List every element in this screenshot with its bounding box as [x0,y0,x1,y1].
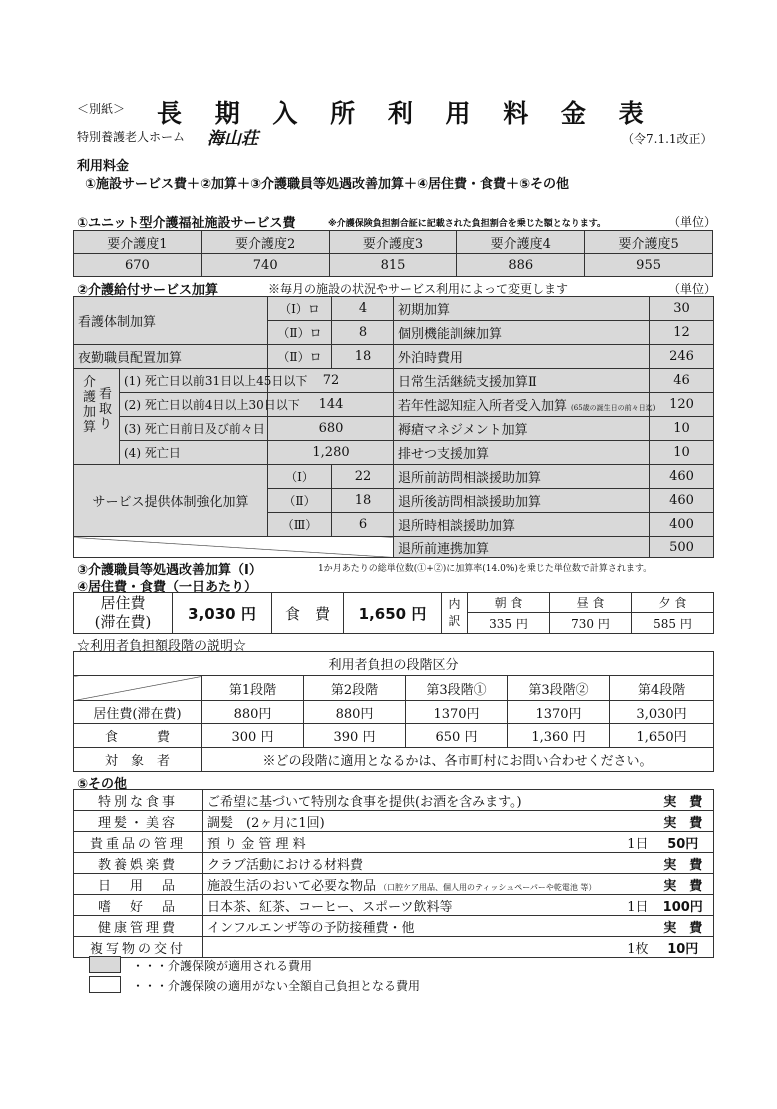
burden-target-label: 対 象 者 [74,748,202,772]
care-level-5-value: 955 [585,254,713,277]
stage-3a-header: 第3段階① [406,676,508,701]
excretion-support-label: 排せつ支援加算 [394,441,650,465]
care-level-4-value: 886 [457,254,585,277]
initial-addition-value: 30 [650,297,714,321]
night-staff-value: 18 [332,345,395,369]
summary-heading: 利用料金 [77,159,130,174]
young-dementia-note: (65歳の誕生日の前々日迄) [571,404,656,412]
end-of-life-1-value: 72 [268,369,395,393]
post-discharge-visit-label: 退所後訪問相談援助加算 [394,489,650,513]
section3-note: 1か月あたりの総単位数(①+②)に加算率(14.0%)を乗じた単位数で計算されます。 [318,564,653,574]
section1-unit: （単位） [668,215,717,229]
end-of-life-3-value: 680 [268,417,395,441]
initial-addition-label: 初期加算 [394,297,650,321]
burden-corner-cell [74,676,202,701]
end-of-life-char-4: 算 [83,420,97,435]
end-of-life-2-label: (2) 死亡日以前4日以上30日以下 [120,393,268,417]
discharge-consult-label: 退所時相談援助加算 [394,513,650,537]
care-level-3-header: 要介護度3 [329,231,457,254]
burden-title: ☆利用者負担額段階の説明☆ [77,639,247,654]
breakfast-label: 朝 食 [468,593,550,613]
end-of-life-4-value: 1,280 [268,441,395,465]
pressure-ulcer-value: 10 [650,417,714,441]
daily-life-support-value: 46 [650,369,714,393]
care-level-1-value: 670 [74,254,202,277]
stage-3a-food: 650 円 [406,724,508,748]
other-7-label: 健康管理費 [74,916,203,937]
young-dementia-cell [394,393,656,417]
stage-2-food: 390 円 [304,724,406,748]
other-8-label: 複写物の交付 [74,937,203,958]
nursing-1-class: （Ⅰ）ロ [268,297,332,321]
other-1-desc: ご希望に基づいて特別な食事を提供(お酒を含みます。) [203,790,613,811]
other-8-desc [203,937,613,958]
stay-label-1: 居住費 [100,594,146,612]
section2-title: ②介護給付サービス加算 [77,283,219,298]
facility-type: 特別養護老人ホーム [77,130,186,144]
stage-1-header: 第1段階 [202,676,304,701]
care-level-table [73,230,713,277]
end-of-life-char-7: り [99,417,113,432]
section2-note: ※毎月の施設の状況やサービス利用によって変更します [268,282,569,296]
stage-1-stay: 880円 [202,701,304,724]
pre-discharge-visit-label: 退所前訪問相談援助加算 [394,465,650,489]
other-4-price: 実 費 [653,853,714,874]
summary-formula: ①施設サービス費＋②加算＋③介護職員等処遇改善加算＋④居住費・食費＋⑤その他 [85,177,570,192]
other-5-sub: （口腔ケア用品、個人用のティッシュペーパーや乾電池 等） [379,882,597,892]
burden-food-label: 食 費 [74,724,202,748]
stage-4-stay: 3,030円 [610,701,714,724]
other-2-label: 理髪・美容 [74,811,203,832]
attachment-label: ＜別紙＞ [77,102,126,116]
section3-title: ③介護職員等処遇改善加算（Ⅰ） [77,563,262,578]
other-fees-table [73,789,714,958]
nursing-2-value: 8 [332,321,395,345]
service-3-value: 6 [332,513,395,537]
other-6-desc: 日本茶、紅茶、コーヒー、スポーツ飲料等 [203,895,613,916]
stage-3b-stay: 1370円 [508,701,610,724]
other-5-price: 実 費 [653,874,714,895]
nursing-2-class: （Ⅱ）ロ [268,321,332,345]
service-1-class: （Ⅰ） [268,465,332,489]
other-5-qty [613,874,653,895]
night-staff-label: 夜勤職員配置加算 [74,345,268,369]
other-1-qty [613,790,653,811]
nursing-addition-label: 看護体制加算 [74,297,268,345]
service-2-class: （Ⅱ） [268,489,332,513]
service-3-class: （Ⅲ） [268,513,332,537]
stay-value: 3,030 円 [173,593,272,634]
excretion-support-value: 10 [650,441,714,465]
other-3-price: 50円 [653,832,714,853]
breakdown-label-1: 内 [448,597,461,611]
pre-discharge-coord-value: 500 [650,537,714,558]
end-of-life-char-3: 加 [83,405,97,420]
stay-label-2: (滞在費) [94,613,152,631]
section1-title: ①ユニット型介護福祉施設サービス費 [77,216,296,231]
legend-self-pay-swatch [89,976,121,993]
other-7-desc: インフルエンザ等の予防接種費・他 [203,916,613,937]
lunch-label: 昼 食 [550,593,632,613]
stage-1-food: 300 円 [202,724,304,748]
end-of-life-1-label: (1) 死亡日以前31日以上45日以下 [120,369,268,393]
end-of-life-char-2: 護 [83,390,97,405]
care-level-2-header: 要介護度2 [201,231,329,254]
function-training-value: 12 [650,321,714,345]
end-of-life-char-6: 取 [99,402,113,417]
other-2-qty [613,811,653,832]
burden-stay-label: 居住費(滞在費) [74,701,202,724]
dinner-value: 585 円 [632,613,714,634]
other-6-price: 100円 [653,895,714,916]
stay-food-table [73,592,714,634]
care-level-5-header: 要介護度5 [585,231,713,254]
care-level-2-value: 740 [201,254,329,277]
night-staff-class: （Ⅱ）ロ [268,345,332,369]
care-level-3-value: 815 [329,254,457,277]
other-8-qty: 1枚 [613,937,653,958]
burden-stage-table [73,651,714,772]
service-system-label: サービス提供体制強化加算 [74,465,268,537]
care-level-1-header: 要介護度1 [74,231,202,254]
end-of-life-label [74,369,120,465]
revision-date: （令7.1.1改正） [622,132,713,146]
service-2-value: 18 [332,489,395,513]
other-4-label: 教養娯楽費 [74,853,203,874]
other-4-desc: クラブ活動における材料費 [203,853,613,874]
other-1-label: 特別な食事 [74,790,203,811]
section2-unit: （単位） [668,282,717,296]
stage-2-header: 第2段階 [304,676,406,701]
other-4-qty [613,853,653,874]
other-8-price: 10円 [653,937,714,958]
end-of-life-4-label: (4) 死亡日 [120,441,268,465]
stage-3b-food: 1,360 円 [508,724,610,748]
other-5-desc-cell [203,874,613,895]
function-training-label: 個別機能訓練加算 [394,321,650,345]
burden-header: 利用者負担の段階区分 [74,652,714,676]
section5-title: ⑤その他 [77,777,128,792]
additions-right-table [393,296,714,558]
additions-left-table [73,296,395,558]
end-of-life-2-value: 144 [268,393,395,417]
stage-4-food: 1,650円 [610,724,714,748]
end-of-life-char-1: 介 [83,375,97,390]
lunch-value: 730 円 [550,613,632,634]
young-dementia-label: 若年性認知症入所者受入加算 [398,399,568,414]
other-5-desc: 施設生活のおいて必要な物品 [207,878,377,894]
breakfast-value: 335 円 [468,613,550,634]
stay-label [74,593,173,634]
pre-discharge-coord-label: 退所前連携加算 [394,537,650,558]
other-3-qty: 1日 [613,832,653,853]
empty-diagonal-cell [74,537,395,558]
legend-insured-swatch [89,956,121,973]
stage-3a-stay: 1370円 [406,701,508,724]
end-of-life-3-label: (3) 死亡日前日及び前々日 [120,417,268,441]
dinner-label: 夕 食 [632,593,714,613]
pre-discharge-visit-value: 460 [650,465,714,489]
overnight-fee-value: 246 [650,345,714,369]
stage-3b-header: 第3段階② [508,676,610,701]
pressure-ulcer-label: 褥瘡マネジメント加算 [394,417,650,441]
other-6-label: 嗜 好 品 [74,895,203,916]
section4-title: ④居住費・食費（一日あたり） [77,580,258,595]
facility-name: 海山荘 [207,129,258,149]
nursing-1-value: 4 [332,297,395,321]
care-level-4-header: 要介護度4 [457,231,585,254]
overnight-fee-label: 外泊時費用 [394,345,650,369]
young-dementia-value: 120 [650,393,714,417]
other-7-qty [613,916,653,937]
other-2-price: 実 費 [653,811,714,832]
other-7-price: 実 費 [653,916,714,937]
food-value: 1,650 円 [344,593,442,634]
other-5-label: 日 用 品 [74,874,203,895]
discharge-consult-value: 400 [650,513,714,537]
service-1-value: 22 [332,465,395,489]
other-1-price: 実 費 [653,790,714,811]
other-6-qty: 1日 [613,895,653,916]
other-3-desc: 預 り 金 管 理 料 [203,832,613,853]
daily-life-support-label: 日常生活継続支援加算Ⅱ [394,369,650,393]
other-3-label: 貴重品の管理 [74,832,203,853]
other-2-desc: 調髪 (2ヶ月に1回) [203,811,613,832]
burden-target-note: ※どの段階に適用となるかは、各市町村にお問い合わせください。 [202,748,714,772]
food-label: 食 費 [272,593,344,634]
page-title: 長 期 入 所 利 用 料 金 表 [157,99,656,128]
end-of-life-char-5: 看 [99,387,113,402]
legend-self-pay-text: ・・・介護保険の適用がない全額自己負担となる費用 [132,979,421,993]
stage-4-header: 第4段階 [610,676,714,701]
legend-insured-text: ・・・介護保険が適用される費用 [132,959,313,973]
post-discharge-visit-value: 460 [650,489,714,513]
section1-note: ※介護保険負担割合証に記載された負担割合を乗じた額となります。 [328,219,607,229]
breakdown-label-2: 訳 [448,614,461,628]
breakdown-label [442,593,468,634]
stage-2-stay: 880円 [304,701,406,724]
